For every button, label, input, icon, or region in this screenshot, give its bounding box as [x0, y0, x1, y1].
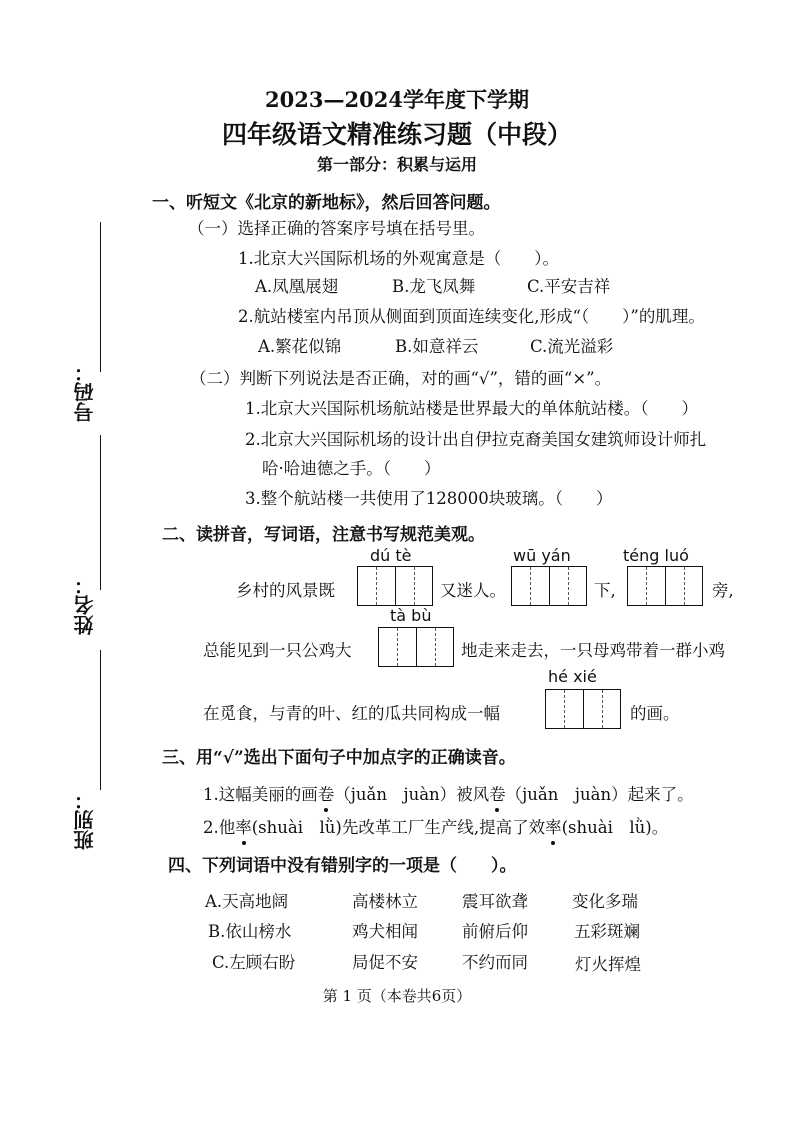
q2-line1-c: 下,: [594, 581, 616, 600]
q3-s1-part-c: （juǎn juàn）起来了。: [505, 785, 694, 804]
write-box-tabu[interactable]: [378, 627, 454, 667]
q1-item1-option-a[interactable]: A.凤凰展翅: [255, 277, 339, 296]
page-footer: 第 1 页（本卷共6页）: [322, 987, 472, 1005]
q1-item2-option-b[interactable]: B.如意祥云: [395, 337, 479, 356]
q4-row-b-word3: 前俯后仰: [462, 922, 528, 941]
q4-row-a-word4: 变化多瑞: [572, 892, 638, 911]
q1-heading: 一、听短文《北京的新地标》，然后回答问题。: [152, 193, 501, 213]
part-heading: 第一部分：积累与运用: [316, 155, 477, 174]
q2-line2-b: 地走来走去，一只母鸡带着一群小鸡: [461, 641, 725, 660]
q3-s1-part-a: 1.这幅美丽的画: [203, 785, 318, 804]
q1-item1: 1.北京大兴国际机场的外观寓意是（ ）。: [238, 249, 559, 268]
q2-line1-b: 又迷人。: [440, 581, 506, 600]
pinyin-4: tà bù: [390, 606, 432, 625]
q3-s2-part-c: (shuài lǜ)。: [561, 818, 669, 837]
q1-judge3[interactable]: 3.整个航站楼一共使用了128000块玻璃。（ ）: [245, 489, 613, 508]
q2-line3-b: 的画。: [630, 704, 680, 723]
q4-row-b-word4: 五彩斑斓: [574, 922, 640, 941]
q3-s1-part-b: （juǎn juàn）被风: [334, 785, 490, 804]
q1-sub2: （二）判断下列说法是否正确，对的画“√”，错的画“×”。: [190, 369, 612, 388]
q1-item2: 2.航站楼室内吊顶从侧面到顶面连续变化,形成“（ ）”的肌理。: [238, 307, 705, 326]
q1-sub1: （一）选择正确的答案序号填在括号里。: [188, 219, 485, 238]
q1-item2-option-c[interactable]: C.流光溢彩: [530, 337, 614, 356]
q1-item1-option-b[interactable]: B.龙飞凤舞: [392, 277, 476, 296]
q2-line1-d: 旁,: [712, 581, 734, 600]
q3-s2-part-b: (shuài lǜ)先改革工厂生产线,提高了效: [251, 818, 546, 837]
q1-judge2-line1: 2.北京大兴国际机场的设计出自伊拉克裔美国女建筑师设计师扎: [245, 430, 707, 449]
q4-row-a-word3: 震耳欲聋: [462, 892, 528, 911]
q1-item1-option-c[interactable]: C.平安吉祥: [527, 277, 611, 296]
name-underline: [100, 435, 101, 590]
q3-sentence2[interactable]: [203, 814, 668, 838]
write-box-wuyan[interactable]: [511, 566, 587, 606]
q2-line3-a: 在觅食，与青的叶、红的瓜共同构成一幅: [203, 704, 500, 723]
q4-row-b-word1[interactable]: B.依山榜水: [208, 922, 292, 941]
write-box-tengluo[interactable]: [627, 566, 703, 606]
q4-row-b-word2: 鸡犬相闻: [352, 922, 418, 941]
pinyin-3: téng luó: [623, 546, 689, 565]
pinyin-1: dú tè: [370, 546, 412, 565]
q4-row-c-word1[interactable]: C.左顾右盼: [212, 953, 296, 972]
q1-judge2-line2[interactable]: 哈·哈迪德之手。（ ）: [262, 459, 441, 478]
number-label: 号码：: [73, 362, 97, 422]
q3-heading: 三、用“√”选出下面句子中加点字的正确读音。: [162, 748, 516, 768]
class-label: 班别：: [73, 790, 97, 850]
year-line: 2023—2024学年度下学期: [265, 87, 529, 112]
pinyin-5: hé xié: [548, 667, 597, 686]
q4-row-c-word4: 灯火挥煌: [575, 955, 641, 974]
number-underline: [100, 222, 101, 372]
q3-sentence1[interactable]: [203, 781, 694, 805]
class-underline: [100, 650, 101, 790]
q4-heading: 四、下列词语中没有错别字的一项是（ ）。: [168, 856, 517, 876]
q4-row-c-word3: 不约而同: [462, 953, 528, 972]
dotted-char: 率: [545, 814, 562, 838]
q3-s2-part-a: 2.他: [203, 818, 236, 837]
q2-line1-a: 乡村的风景既: [236, 581, 335, 600]
write-box-hexie[interactable]: [545, 689, 621, 729]
write-box-dute[interactable]: [357, 566, 433, 606]
dotted-char: 卷: [489, 781, 506, 805]
name-label: 姓名：: [73, 575, 97, 635]
dotted-char: 卷: [318, 781, 335, 805]
q1-item2-option-a[interactable]: A.繁花似锦: [258, 337, 342, 356]
q2-heading: 二、读拼音，写词语，注意书写规范美观。: [162, 525, 485, 545]
q4-row-a-word2: 高楼林立: [352, 892, 418, 911]
dotted-char: 率: [235, 814, 252, 838]
q1-judge1[interactable]: 1.北京大兴国际机场航站楼是世界最大的单体航站楼。（ ）: [245, 399, 698, 418]
page-title: 四年级语文精准练习题（中段）: [221, 120, 572, 149]
pinyin-2: wū yán: [513, 546, 571, 565]
q2-line2-a: 总能见到一只公鸡大: [203, 641, 352, 660]
q4-row-a-word1[interactable]: A.天高地阔: [205, 892, 289, 911]
q4-row-c-word2: 局促不安: [352, 953, 418, 972]
